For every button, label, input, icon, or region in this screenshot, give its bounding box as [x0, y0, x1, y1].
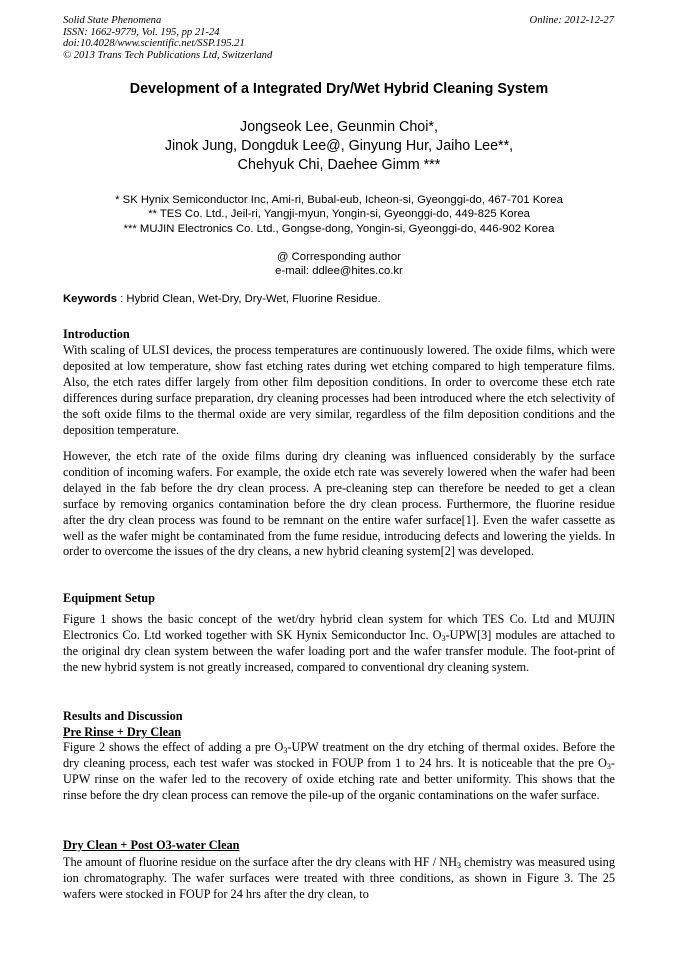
text-run: chemistry was measured using ion chromatography. The wafer surfaces were treated with three conditions, as shown in Figure 3. The 25 wafers were stocked in FOUP for 24 hrs after the dry clean, to: [63, 855, 615, 901]
subscript: 3: [606, 761, 611, 771]
equipment-paragraph: [63, 612, 615, 676]
corresponding-label: @ Corresponding author: [277, 251, 401, 263]
corresponding-email: e-mail: ddlee@hites.co.kr: [275, 265, 403, 278]
post-clean-heading: Dry Clean + Post O3-water Clean: [63, 838, 240, 852]
subscript: 3: [441, 633, 446, 643]
affiliation-list: [0, 193, 678, 236]
author-line: Chehyuk Chi, Daehee Gimm ***: [237, 156, 441, 173]
text-run: Figure 1 shows the basic concept of the wet/dry hybrid clean system for which TES Co. Ltd and MUJIN Electronics Co. Ltd worked together with SK Hynix Semiconductor Inc. O: [63, 612, 615, 642]
affiliation-line: *** MUJIN Electronics Co. Ltd., Gongse-dong, Yongin-si, Gyeonggi-do, 446-902 Korea: [123, 222, 555, 235]
journal-name: Solid State Phenomena: [63, 15, 162, 26]
results-heading: Results and Discussion: [63, 709, 183, 723]
text-run: The amount of fluorine residue on the surface after the dry cleans with HF / NH: [63, 855, 458, 869]
text-run: Figure 2 shows the effect of adding a pre O: [63, 740, 284, 754]
online-date: Online: 2012-12-27: [529, 15, 614, 26]
author-list: [0, 118, 678, 174]
text-run: -UPW treatment on the dry etching of thermal oxides. Before the dry cleaning process, each test wafer was stocked in FOUP from 1 to 24 hrs. It is noticeable that the pre O: [63, 740, 616, 770]
intro-paragraph-2: However, the etch rate of the oxide films during dry cleaning was influenced considerably by the surface condition of incoming wafers. For example, the oxide etch rate was severely lowered when the wafer had been delayed in the fab before the dry clean process. A pre-cleaning step can therefore be needed to get a clean surface by removing organics contamination before the dry clean process. Furthermore, the fluorine residue after the dry clean process was found to be remnant on the entire wafer surface[1]. Even the wafer cassette as well as the wafer might be contaminated from the fume residue, introducing defects and lowering the yields. In order to overcome the issues of the dry cleans, a new hybrid cleaning system[2] was developed.: [63, 449, 615, 559]
journal-issn: ISSN: 1662-9779, Vol. 195, pp 21-24: [63, 26, 220, 38]
author-line: Jongseok Lee, Geunmin Choi*,: [240, 119, 438, 135]
keywords-label: Keywords: [63, 293, 117, 305]
intro-heading: Introduction: [63, 327, 130, 341]
intro-paragraph-1: With scaling of ULSI devices, the process temperatures are continuously lowered. The oxide films, which were deposited at low temperature, show fast etching rates during wet etching compared to high temperature films. Also, the etch rates differ largely from other film deposition conditions. In order to overcome these etch rate differences during surface preparation, dry cleaning processes had been introduced where the etch selectivity of the soft oxide films to the thermal oxide are very similar, regardless of the film deposition conditions and the deposition temperature.: [63, 343, 615, 437]
equipment-heading: Equipment Setup: [63, 591, 155, 605]
affiliation-line: ** TES Co. Ltd., Jeil-ri, Yangji-myun, Yongin-si, Gyeonggi-do, 449-825 Korea: [148, 208, 530, 221]
keywords-text: : Hybrid Clean, Wet-Dry, Dry-Wet, Fluorine Residue.: [117, 293, 381, 305]
journal-doi: doi:10.4028/www.scientific.net/SSP.195.21: [63, 38, 245, 50]
paper-title: Development of a Integrated Dry/Wet Hybrid Cleaning System: [129, 81, 549, 97]
post-clean-paragraph: [63, 855, 615, 903]
keywords: [63, 293, 381, 305]
pre-rinse-paragraph: [63, 740, 615, 804]
corresponding-author: [0, 250, 678, 279]
subscript: 3: [457, 861, 462, 870]
text-run: -UPW[3] modules are attached to the original dry clean system between the wafer loading port and the wafer transfer module. The foot-print of the new hybrid system is not greatly increased, compared to conventional dry cleaning system.: [63, 627, 616, 674]
pre-rinse-heading: Pre Rinse + Dry Clean: [63, 725, 182, 739]
affiliation-line: * SK Hynix Semiconductor Inc, Ami-ri, Bubal-eub, Icheon-si, Gyeonggi-do, 467-701 Korea: [115, 194, 563, 206]
journal-header: [63, 15, 272, 61]
text-run: -UPW rinse on the wafer led to the recovery of oxide etching rate and better uniformity. This shows that the rinse before the dry clean process can remove the pile-up of the organic contaminations on the wafer surface.: [63, 755, 615, 802]
journal-copyright: © 2013 Trans Tech Publications Ltd, Switzerland: [63, 49, 273, 61]
author-line: Jinok Jung, Dongduk Lee@, Ginyung Hur, Jaiho Lee**,: [164, 137, 514, 154]
subscript: 3: [283, 746, 288, 755]
